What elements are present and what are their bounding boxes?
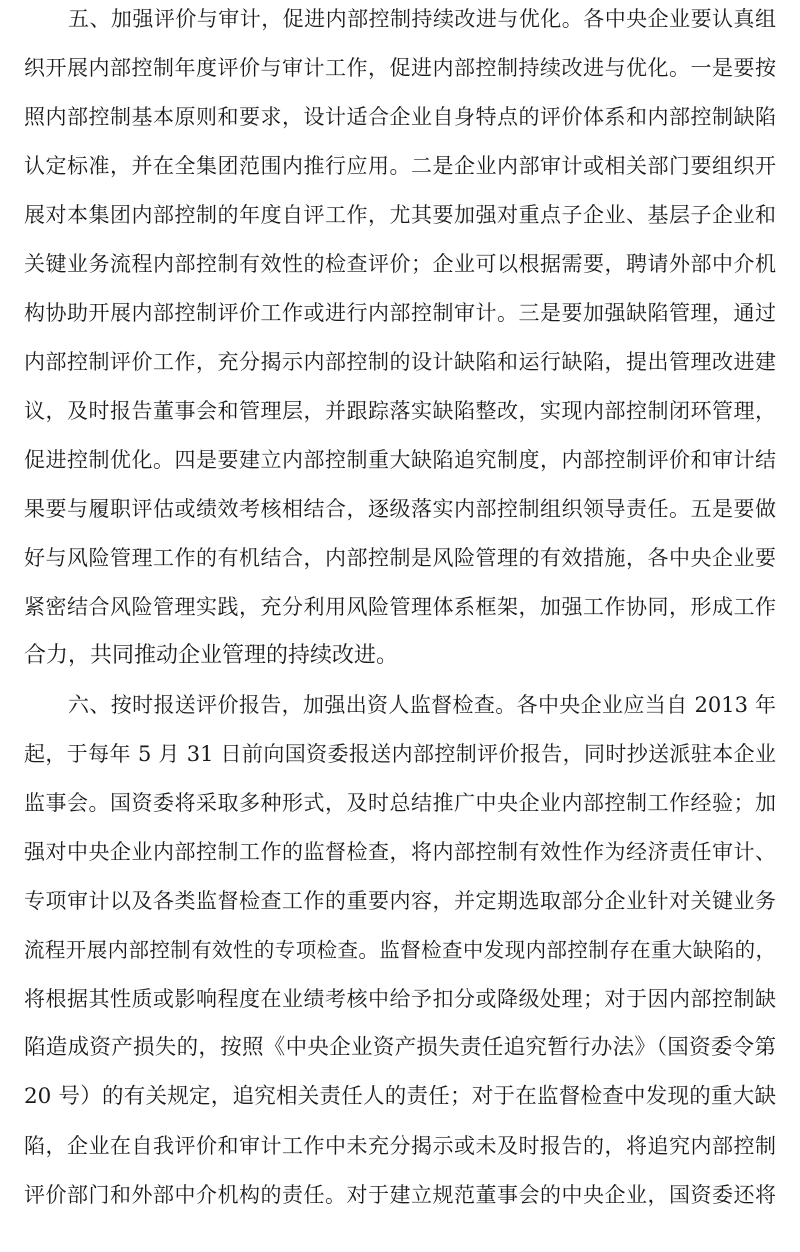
paragraph-6-line-2: 起，于每年 5 月 31 日前向国资委报送内部控制评价报告，同时抄送派驻本企业 <box>24 742 776 766</box>
paragraph-6-line-11: 评价部门和外部中介机构的责任。对于建立规范董事会的中央企业，国资委还将 <box>24 1183 776 1207</box>
paragraph-6-line-3: 监事会。国资委将采取多种形式，及时总结推广中央企业内部控制工作经验；加 <box>24 791 776 815</box>
paragraph-5-line-3: 照内部控制基本原则和要求，设计适合企业自身特点的评价体系和内部控制缺陷 <box>24 105 776 129</box>
paragraph-5-line-2: 织开展内部控制年度评价与审计工作，促进内部控制持续改进与优化。一是要按 <box>24 56 776 80</box>
paragraph-6-line-10: 陷，企业在自我评价和审计工作中未充分揭示或未及时报告的，将追究内部控制 <box>24 1134 776 1158</box>
paragraph-6-line-8: 陷造成资产损失的，按照《中央企业资产损失责任追究暂行办法》（国资委令第 <box>24 1035 776 1060</box>
paragraph-5-line-5: 展对本集团内部控制的年度自评工作，尤其要加强对重点子企业、基层子企业和 <box>24 203 776 227</box>
paragraph-5-line-8: 内部控制评价工作，充分揭示内部控制的设计缺陷和运行缺陷，提出管理改进建 <box>24 350 776 374</box>
paragraph-5-line-13: 紧密结合风险管理实践，充分利用风险管理体系框架，加强工作协同，形成工作 <box>24 595 776 619</box>
paragraph-5-line-1: 五、加强评价与审计，促进内部控制持续改进与优化。各中央企业要认真组 <box>68 7 776 31</box>
paragraph-5-line-12: 好与风险管理工作的有机结合，内部控制是风险管理的有效措施，各中央企业要 <box>24 546 776 570</box>
paragraph-5-line-11: 果要与履职评估或绩效考核相结合，逐级落实内部控制组织领导责任。五是要做 <box>24 497 776 521</box>
paragraph-5-line-7: 构协助开展内部控制评价工作或进行内部控制审计。三是要加强缺陷管理，通过 <box>24 301 776 325</box>
paragraph-6-line-7: 将根据其性质或影响程度在业绩考核中给予扣分或降级处理；对于因内部控制缺 <box>24 987 776 1011</box>
paragraph-5-line-14: 合力，共同推动企业管理的持续改进。 <box>24 643 399 668</box>
paragraph-5-line-6: 关键业务流程内部控制有效性的检查评价；企业可以根据需要，聘请外部中介机 <box>24 252 776 276</box>
paragraph-5-line-9: 议，及时报告董事会和管理层，并跟踪落实缺陷整改，实现内部控制闭环管理， <box>24 399 776 423</box>
paragraph-6-line-9: 20 号）的有关规定，追究相关责任人的责任；对于在监督检查中发现的重大缺 <box>24 1084 776 1109</box>
paragraph-6-line-6: 流程开展内部控制有效性的专项检查。监督检查中发现内部控制存在重大缺陷的， <box>24 938 776 962</box>
paragraph-5-line-4: 认定标准，并在全集团范围内推行应用。二是企业内部审计或相关部门要组织开 <box>24 154 776 178</box>
paragraph-6-line-1: 六、按时报送评价报告，加强出资人监督检查。各中央企业应当自 2013 年 <box>68 693 776 717</box>
paragraph-6-line-4: 强对中央企业内部控制工作的监督检查，将内部控制有效性作为经济责任审计、 <box>24 840 776 864</box>
paragraph-5-line-10: 促进控制优化。四是要建立内部控制重大缺陷追究制度，内部控制评价和审计结 <box>24 448 776 472</box>
paragraph-6-line-5: 专项审计以及各类监督检查工作的重要内容，并定期选取部分企业针对关键业务 <box>24 889 776 913</box>
